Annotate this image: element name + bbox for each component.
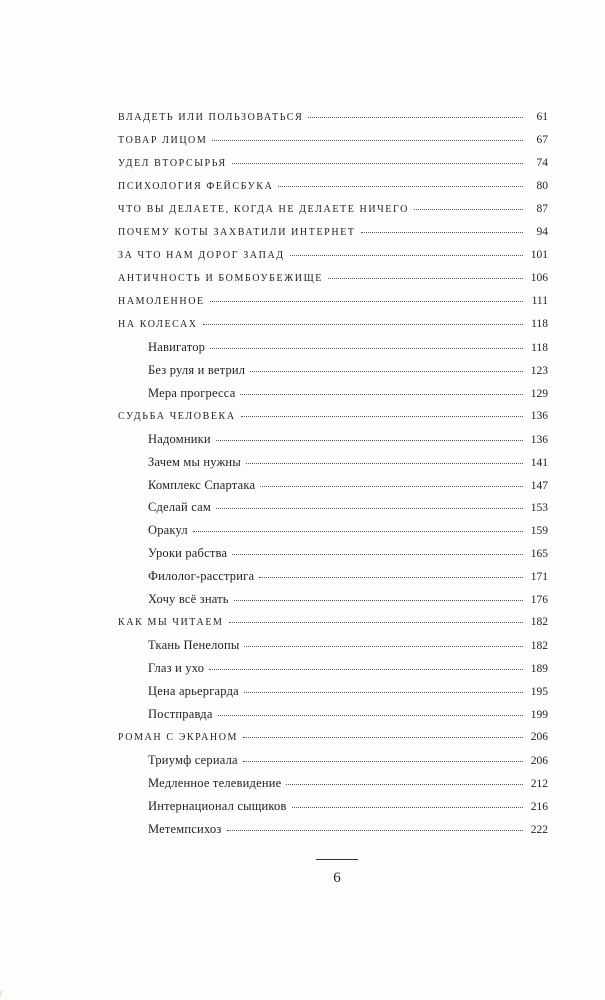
dot-leader [308, 113, 523, 118]
toc-page-number: 123 [530, 364, 548, 377]
toc-page-number: 199 [530, 709, 548, 722]
toc-section [118, 795, 548, 818]
footer-rule [316, 859, 358, 860]
toc-page-number: 222 [530, 824, 548, 837]
toc-page-number: 182 [530, 616, 548, 629]
toc-page-number: 129 [530, 387, 548, 400]
toc-section [118, 496, 548, 519]
toc-page-number: 61 [536, 111, 548, 123]
toc-title: Оракул [148, 523, 188, 538]
toc-title: Медленное телевидение [148, 776, 282, 791]
toc-chapter [118, 405, 548, 428]
dot-leader [246, 459, 523, 464]
toc-chapter [118, 106, 548, 129]
toc-page-number: 67 [536, 133, 548, 146]
toc-title: РОМАН С ЭКРАНОМ [118, 732, 239, 744]
toc-page-number: 206 [530, 755, 548, 768]
dot-leader [328, 274, 523, 279]
toc-title: Хочу всё знать [148, 592, 229, 607]
toc-title: Навигатор [148, 339, 206, 354]
toc-section [118, 451, 548, 474]
toc-page-number: 136 [530, 409, 548, 422]
toc-title: Сделай сам [148, 500, 212, 515]
dot-leader [292, 803, 523, 808]
toc-page-number: 176 [530, 594, 548, 607]
toc-title: Зачем мы нужны [148, 454, 241, 469]
dot-leader [216, 504, 523, 509]
dot-leader [227, 826, 523, 831]
toc-page-number: 171 [530, 571, 548, 584]
toc-chapter [118, 611, 548, 634]
toc-chapter [118, 198, 548, 221]
toc-chapter [118, 152, 548, 175]
dot-leader [241, 412, 523, 417]
dot-leader [259, 573, 523, 578]
toc-page-number: 159 [530, 525, 548, 538]
dot-leader [290, 251, 523, 256]
dot-leader [209, 665, 523, 670]
toc-page-number: 147 [530, 479, 548, 492]
toc-title: ЧТО ВЫ ДЕЛАЕТЕ, КОГДА НЕ ДЕЛАЕТЕ НИЧЕГО [118, 203, 409, 215]
corner-mark [0, 990, 11, 1000]
dot-leader [232, 159, 523, 164]
toc-chapter [118, 175, 548, 198]
toc-chapter [118, 129, 548, 152]
dot-leader [193, 527, 523, 532]
toc-title: ТОВАР ЛИЦОМ [118, 134, 208, 146]
toc-section [118, 634, 548, 657]
toc-title: Глаз и ухо [148, 661, 205, 676]
toc-title: Филолог-расстрига [148, 569, 255, 584]
toc-section [118, 336, 548, 359]
dot-leader [286, 780, 523, 785]
toc-section [118, 359, 548, 382]
toc-section [118, 703, 548, 726]
dot-leader [240, 390, 523, 395]
toc-title: УДЕЛ ВТОРСЫРЬЯ [118, 157, 227, 169]
dot-leader [243, 757, 523, 762]
dot-leader [229, 618, 523, 623]
toc-chapter [118, 267, 548, 290]
dot-leader [218, 711, 523, 716]
toc-page-number: 136 [530, 433, 548, 446]
dot-leader [414, 205, 523, 210]
toc-title: Интернационал сыщиков [148, 799, 287, 814]
toc-title: АНТИЧНОСТЬ И БОМБОУБЕЖИЩЕ [118, 272, 324, 284]
toc-page-number: 74 [536, 156, 548, 169]
toc-title: НАМОЛЕННОЕ [118, 295, 205, 307]
dot-leader [232, 550, 523, 555]
toc-section [118, 542, 548, 565]
toc-page-number: 206 [530, 731, 548, 744]
toc-section [118, 565, 548, 588]
dot-leader [210, 297, 523, 302]
toc-page-number: 195 [530, 686, 548, 699]
toc-title: НА КОЛЕСАХ [118, 318, 198, 330]
toc-title: СУДЬБА ЧЕЛОВЕКА [118, 410, 236, 422]
toc-chapter [118, 313, 548, 336]
toc-page-number: 118 [531, 317, 548, 330]
toc-page-number: 189 [530, 663, 548, 676]
toc-title: Триумф сериала [148, 753, 238, 768]
toc-section [118, 519, 548, 542]
toc-chapter [118, 290, 548, 313]
toc-title: Уроки рабства [148, 546, 228, 561]
toc-page-number: 118 [531, 341, 548, 354]
toc-section [118, 474, 548, 497]
dot-leader [244, 642, 523, 647]
toc-page-number: 216 [530, 801, 548, 814]
toc-title: ВЛАДЕТЬ ИЛИ ПОЛЬЗОВАТЬСЯ [118, 112, 304, 123]
toc-page-number: 94 [536, 225, 548, 238]
dot-leader [216, 436, 523, 441]
toc-page-number: 182 [530, 640, 548, 653]
toc-section [118, 749, 548, 772]
toc-page-number: 101 [530, 248, 548, 261]
table-of-contents [118, 106, 548, 841]
toc-title: КАК МЫ ЧИТАЕМ [118, 617, 224, 629]
toc-chapter [118, 221, 548, 244]
toc-title: Цена арьергарда [148, 684, 239, 699]
dot-leader [234, 596, 523, 601]
toc-page-number: 165 [530, 548, 548, 561]
toc-page-number: 212 [530, 778, 548, 791]
dot-leader [361, 228, 523, 233]
toc-page-number: 141 [530, 456, 548, 469]
toc-page-number: 80 [536, 179, 548, 192]
page-number: 6 [333, 870, 341, 886]
toc-title: ЗА ЧТО НАМ ДОРОГ ЗАПАД [118, 249, 285, 261]
dot-leader [210, 344, 523, 349]
toc-title: ПСИХОЛОГИЯ ФЕЙСБУКА [118, 180, 274, 192]
toc-page-number: 153 [530, 502, 548, 515]
toc-chapter [118, 726, 548, 749]
toc-title: Ткань Пенелопы [148, 638, 240, 653]
toc-page-number: 111 [531, 294, 548, 307]
toc-section [118, 680, 548, 703]
dot-leader [243, 733, 523, 738]
toc-section [118, 772, 548, 795]
dot-leader [278, 182, 523, 187]
toc-page-number: 87 [536, 202, 548, 215]
dot-leader [212, 136, 523, 141]
toc-title: Метемпсихоз [148, 822, 222, 837]
toc-page-number: 106 [530, 271, 548, 284]
toc-section [118, 382, 548, 405]
dot-leader [203, 320, 523, 325]
toc-title: Постправда [148, 707, 213, 722]
toc-section [118, 428, 548, 451]
toc-title: Без руля и ветрил [148, 362, 246, 377]
toc-title: ПОЧЕМУ КОТЫ ЗАХВАТИЛИ ИНТЕРНЕТ [118, 226, 356, 238]
toc-title: Мера прогресса [148, 385, 236, 400]
dot-leader [244, 688, 523, 693]
dot-leader [250, 367, 523, 372]
toc-title: Надомники [148, 431, 211, 446]
dot-leader [260, 482, 523, 487]
toc-chapter [118, 244, 548, 267]
toc-section [118, 818, 548, 841]
toc-title: Комплекс Спартака [148, 477, 256, 492]
toc-section [118, 588, 548, 611]
toc-section [118, 657, 548, 680]
